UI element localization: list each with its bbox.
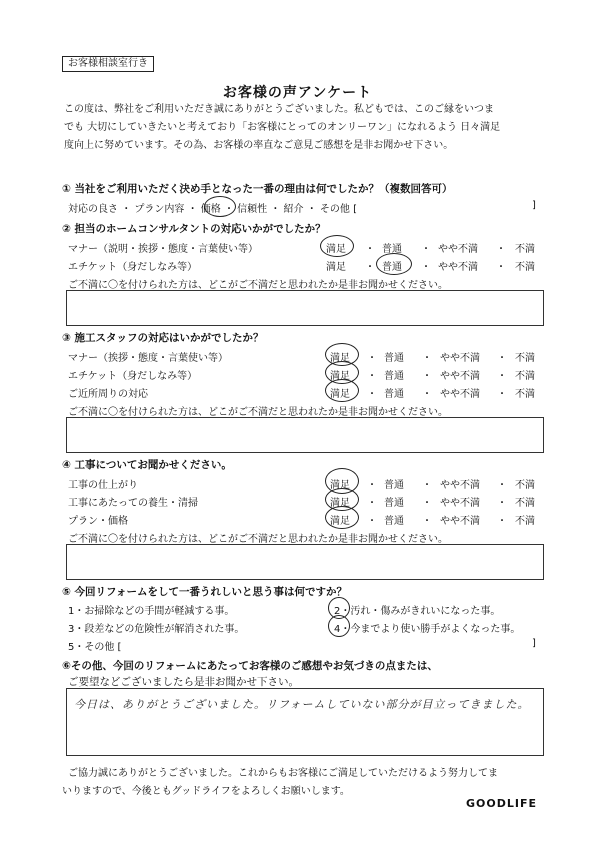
rating-dissatisfied[interactable]: 不満 <box>515 498 535 509</box>
rating-somewhat-dissatisfied[interactable]: やや不満 <box>440 498 480 509</box>
intro-line: この度は、弊社をご利用いただき誠にありがとうございました。私どもでは、このご縁をいつま <box>64 104 494 115</box>
rating-satisfied[interactable]: 満足 <box>330 498 350 509</box>
q1-option[interactable]: 対応の良さ <box>68 204 118 215</box>
intro-line: でも 大切にしていきたいと考えており「お客様にとってのオンリーワン」になれるよう 日々満足 <box>64 122 501 133</box>
q1-other-bracket-open: [ <box>353 204 357 215</box>
rating-satisfied[interactable]: 満足 <box>330 389 350 400</box>
rating-normal[interactable]: 普通 <box>384 353 404 364</box>
rating-satisfied[interactable]: 満足 <box>330 353 350 364</box>
rating-satisfied[interactable]: 満足 <box>326 262 346 273</box>
rating-somewhat-dissatisfied[interactable]: やや不満 <box>440 353 480 364</box>
q1-question: ① 当社をご利用いただく決め手となった一番の理由は何でしたか？（複数回答可） <box>62 183 453 195</box>
q3-row-label: マナー（挨拶・態度・言葉使い等） <box>68 353 228 364</box>
rating-somewhat-dissatisfied[interactable]: やや不満 <box>440 371 480 382</box>
q1-option[interactable]: 信頼性 <box>237 204 268 215</box>
rating-dissatisfied[interactable]: 不満 <box>515 389 535 400</box>
rating-normal[interactable]: 普通 <box>384 371 404 382</box>
rating-somewhat-dissatisfied[interactable]: やや不満 <box>440 480 480 491</box>
q3-row-label: エチケット（身だしなみ等） <box>68 371 198 382</box>
goodlife-logo: GOODLIFE <box>466 797 537 810</box>
q4-question: ④ 工事についてお聞かせください。 <box>62 459 232 471</box>
q5-option[interactable]: 2・汚れ・傷みがきれいになった事。 <box>334 606 501 617</box>
rating-normal[interactable]: 普通 <box>382 244 402 255</box>
comment-box[interactable] <box>66 417 544 453</box>
rating-somewhat-dissatisfied[interactable]: やや不満 <box>438 244 478 255</box>
rating-dissatisfied[interactable]: 不満 <box>515 480 535 491</box>
q5-question: ⑤ 今回リフォームをして一番うれしいと思う事は何ですか？ <box>62 586 348 598</box>
selection-circle <box>376 253 412 275</box>
rating-dissatisfied[interactable]: 不満 <box>515 516 535 527</box>
q1-option[interactable]: 紹介 <box>283 204 304 215</box>
q1-options: 対応の良さ ・ プラン内容 ・ 価格 ・ 信頼性 ・ 紹介 ・ その他 [ <box>68 204 357 215</box>
rating-somewhat-dissatisfied[interactable]: やや不満 <box>440 389 480 400</box>
rating-dissatisfied[interactable]: 不満 <box>515 353 535 364</box>
comment-box[interactable] <box>66 544 544 580</box>
complaint-prompt: ご不満に〇を付けられた方は、どこがご不満だと思われたか是非お聞かせください。 <box>68 280 448 291</box>
q5-other-bracket-close: ] <box>532 638 536 649</box>
q4-row-label: 工事にあたっての養生・清掃 <box>68 498 198 509</box>
survey-title: お客様の声アンケート <box>222 85 373 101</box>
handwritten-feedback: 今日は、ありがとうございました。リフォームしていない部分が目立ってきました。 <box>74 698 530 711</box>
q4-row-label: プラン・価格 <box>68 516 128 527</box>
selection-circle <box>320 235 354 257</box>
q2-row-label: マナー（説明・挨拶・態度・言葉使い等） <box>68 244 258 255</box>
thanks-line: ご協力誠にありがとうございました。これからもお客様にご満足していただけるよう努力してま <box>68 768 498 779</box>
selection-circle <box>325 379 359 402</box>
q2-question: ② 担当のホームコンサルタントの対応いかがでしたか？ <box>62 223 326 235</box>
q3-question: ③ 施工スタッフの対応はいかがでしたか？ <box>62 332 264 344</box>
selection-circle <box>328 615 350 637</box>
intro-text <box>64 101 534 155</box>
rating-normal[interactable]: 普通 <box>384 389 404 400</box>
q1-option[interactable]: その他 <box>319 204 350 215</box>
q6-question-line2: ご要望などございましたら是非お聞かせ下さい。 <box>68 676 299 688</box>
rating-satisfied[interactable]: 満足 <box>330 516 350 527</box>
q6-question: ⑥その他、今回のリフォームにあたってお客様のご感想やお気づきの点または、 <box>62 660 438 672</box>
rating-normal[interactable]: 普通 <box>384 516 404 527</box>
q3-row-label: ご近所周りの対応 <box>68 389 148 400</box>
rating-satisfied[interactable]: 満足 <box>326 244 346 255</box>
rating-normal[interactable]: 普通 <box>384 498 404 509</box>
comment-box[interactable] <box>66 290 544 326</box>
destination-label: お客様相談室行き <box>62 56 154 72</box>
q5-option[interactable]: 3・段差などの危険性が解消された事。 <box>68 624 245 635</box>
rating-normal[interactable]: 普通 <box>384 480 404 491</box>
rating-somewhat-dissatisfied[interactable]: やや不満 <box>438 262 478 273</box>
complaint-prompt: ご不満に〇を付けられた方は、どこがご不満だと思われたか是非お聞かせください。 <box>68 534 448 545</box>
selection-circle <box>325 506 359 529</box>
rating-satisfied[interactable]: 満足 <box>330 371 350 382</box>
q1-option[interactable]: プラン内容 <box>134 204 185 215</box>
q5-option[interactable]: 1・お掃除などの手間が軽減する事。 <box>68 606 235 617</box>
complaint-prompt: ご不満に〇を付けられた方は、どこがご不満だと思われたか是非お聞かせください。 <box>68 407 448 418</box>
q2-row-label: エチケット（身だしなみ等） <box>68 262 198 273</box>
q5-option[interactable]: 4・今までより使い勝手がよくなった事。 <box>334 624 521 635</box>
q4-row-label: 工事の仕上がり <box>68 480 138 491</box>
selection-circle <box>204 196 236 217</box>
rating-somewhat-dissatisfied[interactable]: やや不満 <box>440 516 480 527</box>
rating-dissatisfied[interactable]: 不満 <box>515 262 535 273</box>
q1-other-bracket-close: ] <box>532 200 536 211</box>
q5-option[interactable]: 5・その他 [ <box>68 642 122 653</box>
rating-normal[interactable]: 普通 <box>382 262 402 273</box>
intro-line: 度向上に努めています。その為、お客様の率直なご意見ご感想を是非お聞かせ下さい。 <box>64 140 454 151</box>
thanks-line: いりますので、今後ともグッドライフをよろしくお願いします。 <box>62 786 350 797</box>
rating-dissatisfied[interactable]: 不満 <box>515 371 535 382</box>
rating-satisfied[interactable]: 満足 <box>330 480 350 491</box>
rating-dissatisfied[interactable]: 不満 <box>515 244 535 255</box>
q1-option[interactable]: 価格 <box>200 204 221 215</box>
